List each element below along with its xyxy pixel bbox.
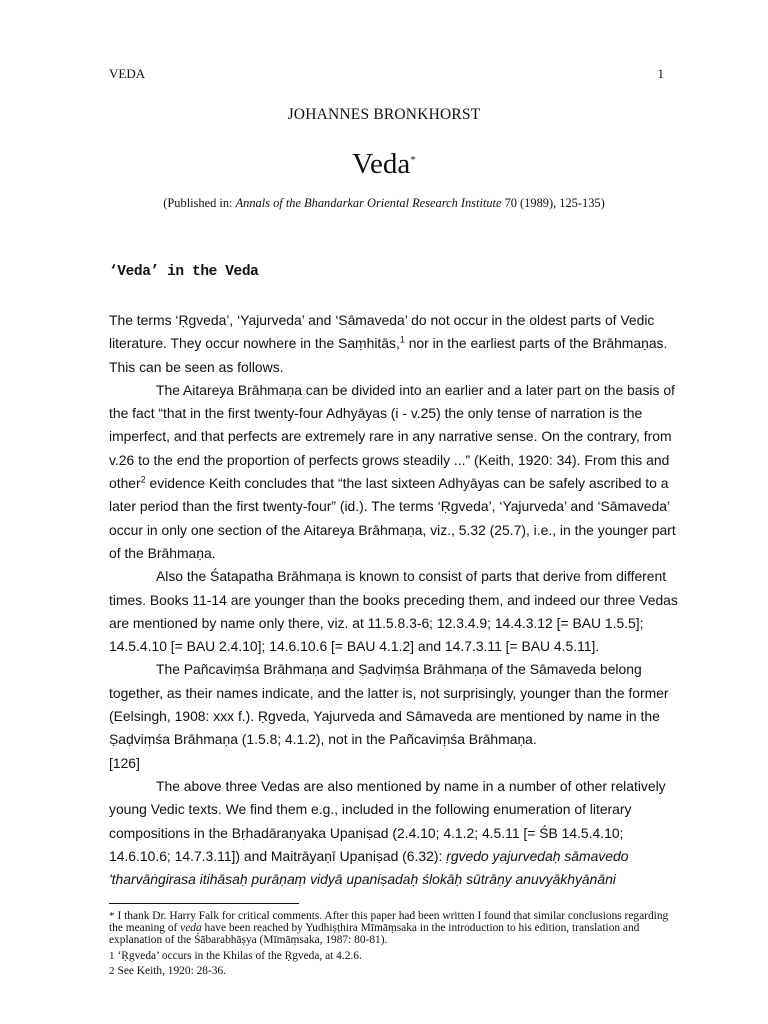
- footnote-2: [109, 965, 669, 977]
- footnote-star: [109, 910, 669, 947]
- title-text: Veda: [352, 148, 411, 180]
- footnote-text: I thank Dr. Harry Falk for critical comments. After this paper had been written I found that similar conclusions regarding the meaning of: [109, 910, 669, 935]
- sanskrit-quote: ṛgvedo yajurvedaḥ sāmavedo 'tharvāṅgirasa itihāsaḥ purāṇaṃ vidyā upaniṣadaḥ ślokāḥ sūtrāṇy anuvyākhyānāni: [109, 847, 629, 888]
- footnote-emphasis: veda: [180, 922, 202, 935]
- paragraph-1: [109, 309, 679, 379]
- body-text: [109, 309, 679, 891]
- paper-title: [0, 148, 768, 181]
- title-footnote-marker: *: [410, 154, 416, 166]
- paragraph-5: [109, 775, 679, 891]
- paragraph-2: [109, 379, 679, 565]
- footnote-1: [109, 950, 669, 962]
- author-name: JOHANNES BRONKHORST: [287, 106, 481, 123]
- section-heading: ‘Veda’ in the Veda: [109, 264, 259, 280]
- publication-suffix: 70 (1989), 125-135): [501, 196, 605, 210]
- page-number: 1: [657, 66, 664, 81]
- paragraph-text: The terms ‘Ṛgveda’, ‘Yajurveda’ and ‘Sāmaveda’ do not occur in the oldest parts of Vedic literature. They occur nowhere in the Saṃhitās,: [109, 312, 655, 352]
- footnote-mark: 2: [109, 964, 115, 977]
- publication-prefix: (Published in:: [163, 196, 236, 210]
- footnote-mark: *: [109, 910, 115, 922]
- paragraph-4: The Pañcaviṃśa Brāhmaṇa and Ṣaḍviṃśa Brāhmaṇa of the Sāmaveda belong together, as their names indicate, and the latter is, not surprisingly, younger than the former (Eelsingh, 1908: xxx f.). Ṛgveda, Yajurveda and Sāmaveda are mentioned by name in the Ṣaḍviṃśa Brāhmaṇa (1.5.8; 4.1.2), not in the Pañcaviṃśa Brāhmaṇa.: [109, 661, 669, 748]
- paragraph-text: The Aitareya Brāhmaṇa can be divided into an earlier and a later part on the basis of the fact “that in the first twenty-four Adhyāyas (i - v.25) the only tense of narration is the imperfect, and that perfects are extremely rare in any narrative sense. On the contrary, from v.26 to the end the proportion of perfects grows steadily ...” (Keith, 1920: 34). From this and other: [109, 381, 675, 492]
- paragraph-text: evidence Keith concludes that “the last sixteen Adhyāyas can be safely ascribed to a later period than the first twenty-four” (id.). The terms ‘Ṛgveda’, ‘Yajurveda’ and ‘Sāmaveda’ occur in only one section of the Aitareya Brāhmaṇa, viz., 5.32 (25.7), i.e., in the younger part of the Brāhmaṇa.: [109, 475, 676, 561]
- footnote-ref-1: 1: [399, 334, 405, 345]
- paragraph-3: Also the Śatapatha Brāhmaṇa is known to consist of parts that derive from different times. Books 11-14 are younger than the books preceding them, and indeed our three Vedas are mentioned by name only there, viz. at 11.5.8.3-6; 12.3.4.9; 14.4.3.12 [= BAU 1.5.5]; 14.5.4.10 [= BAU 2.4.10]; 14.6.10.6 [= BAU 4.1.2] and 14.7.3.11 [= BAU 4.5.11].: [109, 568, 678, 655]
- footnotes: [109, 910, 669, 980]
- running-header: [109, 66, 664, 82]
- footnote-text: have been reached by Yudhiṣṭhira Mīmāṃsaka in the introduction to his edition, translation and explanation of the Śābarabhāṣya (Mīmāṃsaka, 1987: 80-81).: [109, 922, 640, 947]
- footnote-mark: 1: [109, 949, 115, 962]
- footnote-text: ‘Ṛgveda’ occurs in the Khilas of the Ṛgveda, at 4.2.6.: [117, 949, 362, 962]
- original-page-marker: [126]: [109, 754, 140, 771]
- paragraph-text: nor in the earliest parts of the Brāhmaṇas. This can be seen as follows.: [109, 335, 668, 375]
- footnote-ref-2: 2: [140, 474, 146, 485]
- paragraph-text: The above three Vedas are also mentioned by name in a number of other relatively young Vedic texts. We find them e.g., included in the following enumeration of literary compositions in the Bṛhadāraṇyaka Upaniṣad (2.4.10; 4.1.2; 4.5.11 [= ŚB 14.5.4.10; 14.6.10.6; 14.7.3.11]) and Maitrāyaṇī Upaniṣad (6.32):: [109, 777, 666, 864]
- running-title: VEDA: [109, 66, 146, 81]
- publication-note: [0, 196, 768, 211]
- journal-name: Annals of the Bhandarkar Oriental Research Institute: [235, 196, 502, 210]
- footnote-divider: [109, 903, 299, 904]
- footnote-text: See Keith, 1920: 28-36.: [117, 964, 227, 977]
